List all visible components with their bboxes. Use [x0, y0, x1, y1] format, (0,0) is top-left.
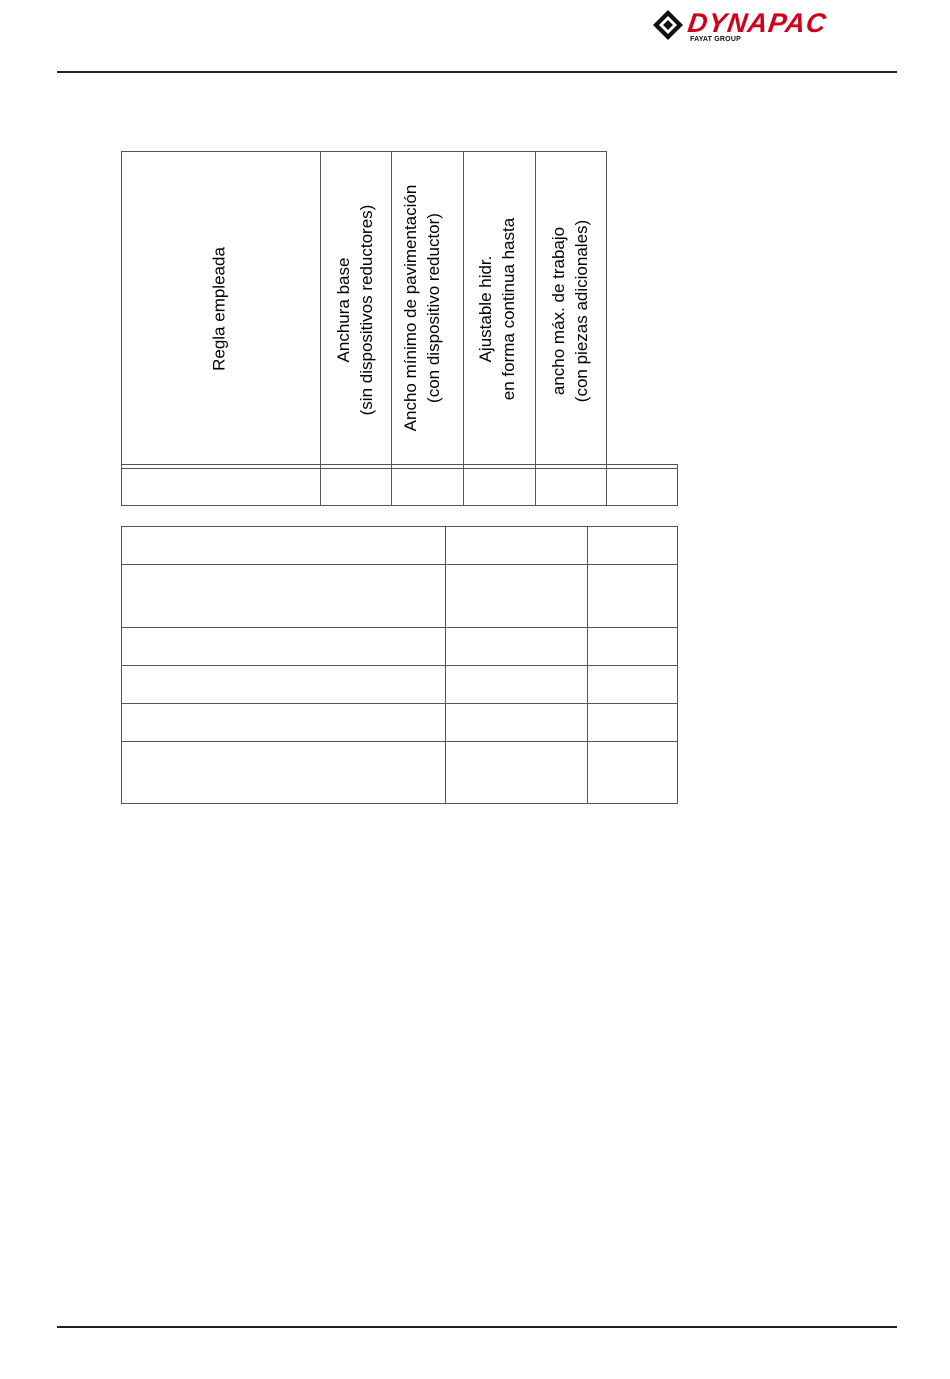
dynapac-diamond-icon	[652, 9, 684, 41]
dynapac-logo	[652, 6, 902, 46]
header-ancho-max: ancho máx. de trabajo (con piezas adicionales)	[549, 219, 591, 403]
header-ajustable-hidr: Ajustable hidr. en forma continua hasta	[476, 217, 518, 401]
header-anchura-base: Anchura base (sin dispositivos reductores)	[334, 204, 376, 416]
footer-rule	[57, 1326, 897, 1328]
brand-name: DYNAPAC	[685, 8, 829, 38]
header-regla-empleada: Regla empleada	[209, 247, 229, 371]
header-rule	[57, 71, 897, 73]
header-ancho-minimo: Ancho mínimo de pavimentación (con dispositivo reductor)	[401, 184, 443, 432]
brand-group: FAYAT GROUP	[690, 36, 741, 43]
